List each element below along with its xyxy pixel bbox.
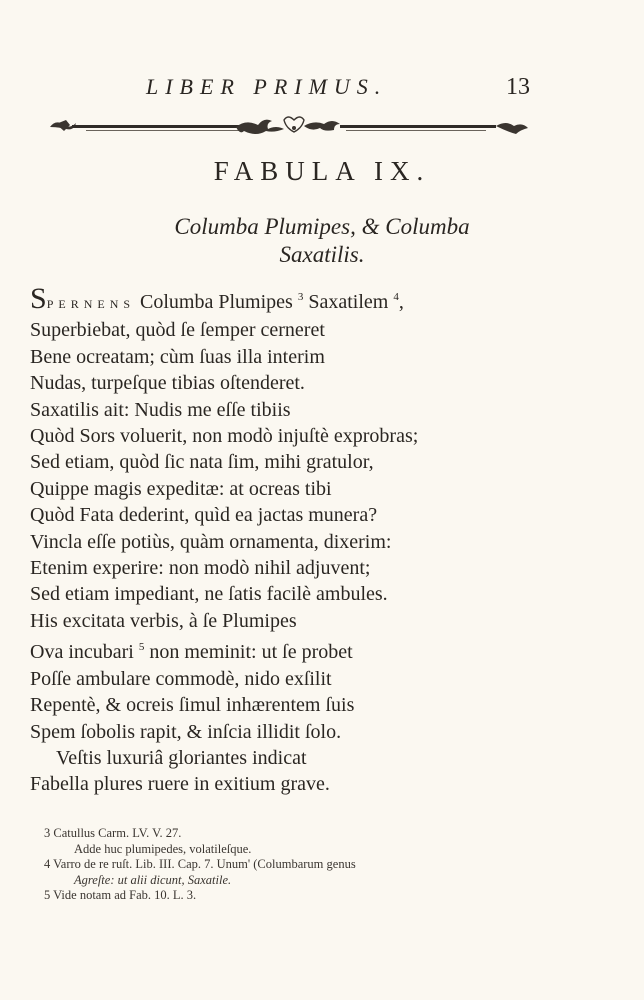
ornament-rule	[46, 114, 536, 140]
verse-body	[30, 284, 630, 798]
footnotes	[44, 826, 614, 904]
verse-line: Repentè, & ocreis ſimul inhærentem ſuis	[30, 694, 355, 717]
verse-line: Quòd Sors voluerit, non modò injuſtè exprobras;	[30, 425, 419, 448]
smallcaps-word: PERNENS	[46, 297, 136, 311]
moral-line: Fabella plures ruere in exitium grave.	[30, 773, 330, 796]
verse-line: Etenim experire: non modò nihil adjuvent;	[30, 557, 371, 580]
footnote-marker: 5	[138, 641, 145, 654]
verse-line: Nudas, turpeſque tibias oſtenderet.	[30, 372, 305, 395]
footnote-marker: 3	[297, 291, 304, 303]
verse-line: Sed etiam, quòd ſic nata ſim, mihi gratulor,	[30, 451, 374, 474]
footnote-continuation: Agreſte: ut alii dicunt, Saxatile.	[74, 872, 232, 887]
fable-title-line-1: Columba Plumipes, & Columba	[174, 214, 470, 239]
verse-line: Ova incubari $^5$ non meminit: ut ſe probet	[30, 641, 353, 664]
verse-line: Saxatilis ait: Nudis me eſſe tibiis	[30, 398, 291, 421]
verse-line: Poſſe ambulare commodè, nido exſilit	[30, 667, 332, 690]
verse-line: His excitata verbis, à ſe Plumipes	[30, 609, 297, 632]
verse-line: Quippe magis expeditæ: at ocreas tibi	[30, 477, 332, 500]
verse-line: Spem ſobolis rapit, & inſcia illidit ſolo.	[30, 720, 342, 743]
footnote: 5 Vide notam ad Fab. 10. L. 3.	[44, 888, 197, 903]
moral-line: Veſtis luxuriâ gloriantes indicat	[56, 746, 307, 769]
verse-line: Quòd Fata dederint, quìd ea jactas munera?	[30, 504, 378, 527]
footnote-continuation: Adde huc plumipedes, volatileſque.	[74, 841, 252, 856]
fable-number: FABULA IX.	[213, 156, 431, 186]
verse-line: Superbiebat, quòd ſe ſemper cerneret	[30, 319, 325, 342]
footnote-marker: 4	[393, 291, 399, 303]
verse-line: Bene ocreatam; cùm ſuas illa interim	[30, 345, 325, 368]
footnote: 3 Catullus Carm. LV. V. 27.	[44, 826, 182, 840]
page-number: 13	[506, 74, 530, 100]
verse-line: Vincla eſſe potiùs, quàm ornamenta, dixerim:	[30, 530, 392, 553]
fable-title-line-2: Saxatilis.	[279, 242, 365, 267]
verse-line: SPERNENS Columba Plumipes $^3$ Saxatilem $^4$,	[30, 282, 404, 315]
verse-line: Sed etiam impediant, ne ſatis facilè ambules.	[30, 583, 388, 606]
footnote: 4 Varro de re ruſt. Lib. III. Cap. 7. Unum' (Columbarum genus	[44, 857, 356, 872]
running-head	[0, 74, 644, 104]
running-title: LIBER PRIMUS.	[146, 74, 388, 99]
initial-letter: S	[30, 282, 47, 315]
